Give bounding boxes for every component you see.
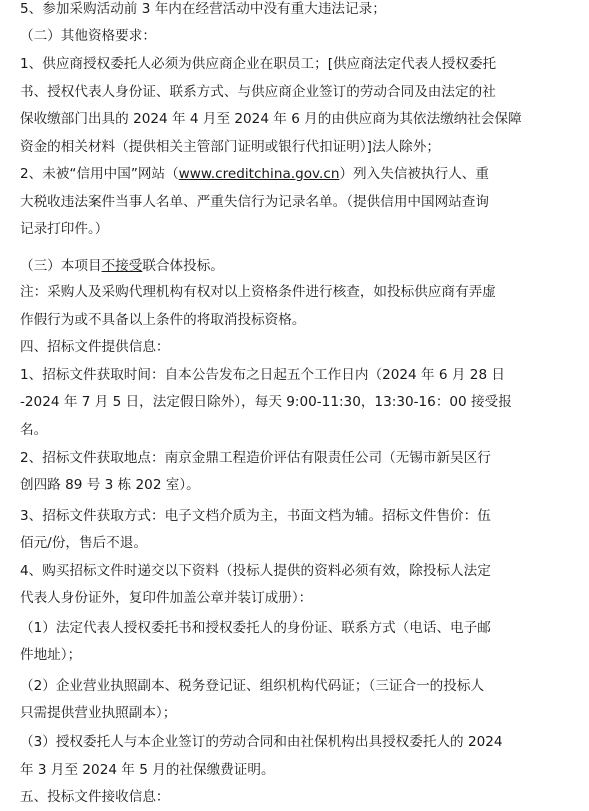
text-line [20, 165, 489, 183]
text-line: 年 3 月至 2024 年 5 月的社保缴费证明。 [20, 762, 275, 778]
text-line: 1、招标文件获取时间：自本公告发布之日起五个工作日内（2024 年 6 月 28 日 [20, 367, 506, 383]
text-line: 保收缴部门出具的 2024 年 4 月至 2024 年 6 月的由供应商为其依法缴纳社会保障 [20, 111, 522, 127]
text-line: （2）企业营业执照副本、税务登记证、组织机构代码证；（三证合一的投标人 [20, 678, 485, 694]
text-line: （1）法定代表人授权委托书和授权委托人的身份证、联系方式（电话、电子邮 [20, 620, 491, 636]
section-heading: （二）其他资格要求： [20, 28, 156, 44]
section-heading [20, 257, 224, 275]
text-line: 书、授权代表人身份证、联系方式、与供应商企业签订的劳动合同及由法定的社 [20, 84, 496, 100]
text-line: 2、招标文件获取地点：南京金鼎工程造价评估有限责任公司（无锡市新吴区行 [20, 450, 491, 466]
section-heading: 四、招标文件提供信息： [20, 339, 170, 355]
text-line: 注：采购人及采购代理机构有权对以上资格条件进行核查，如投标供应商有弄虚 [20, 284, 496, 300]
text-line: -2024 年 7 月 5 日，法定假日除外），每天 9:00-11:30，13:30-16：00 接受报 [20, 394, 512, 410]
text-line: 作假行为或不具备以上条件的将取消投标资格。 [20, 312, 306, 328]
text-line: 只需提供营业执照副本）； [20, 705, 177, 721]
text-line: 创四路 89 号 3 栋 202 室）。 [20, 477, 200, 493]
text-line: 件地址）； [20, 647, 82, 663]
text-fragment: ）列入失信被执行人、重 [339, 166, 489, 182]
underlined-text: 不接受 [101, 258, 143, 274]
text-line: 5、参加采购活动前 3 年内在经营活动中没有重大违法记录； [20, 1, 386, 17]
text-line: 记录打印件。） [20, 221, 109, 237]
section-heading: 五、投标文件接收信息： [20, 789, 170, 805]
text-line: 名。 [20, 422, 48, 438]
text-line: 4、购买招标文件时递交以下资料（投标人提供的资料必须有效，除投标人法定 [20, 563, 491, 579]
text-line: 3、招标文件获取方式：电子文档介质为主，书面文档为辅。招标文件售价：伍 [20, 508, 491, 524]
text-fragment: （三）本项目 [20, 258, 102, 274]
website-link[interactable]: www.creditchina.gov.cn [178, 166, 340, 182]
text-line: 资金的相关材料（提供相关主管部门证明或银行代扣证明）]法人除外； [20, 139, 440, 155]
text-line: （3）授权委托人与本企业签订的劳动合同和由社保机构出具授权委托人的 2024 [20, 734, 503, 750]
text-line: 代表人身份证外，复印件加盖公章并装订成册）： [20, 590, 313, 606]
text-fragment: 2、未被“信用中国”网站（ [20, 166, 179, 182]
text-line: 佰元/份，售后不退。 [20, 535, 147, 551]
text-line: 大税收违法案件当事人名单、严重失信行为记录名单。（提供信用中国网站查询 [20, 194, 489, 210]
text-line: 1、供应商授权委托人必须为供应商企业在职员工；[供应商法定代表人授权委托 [20, 56, 497, 72]
text-fragment: 联合体投标。 [142, 258, 224, 274]
